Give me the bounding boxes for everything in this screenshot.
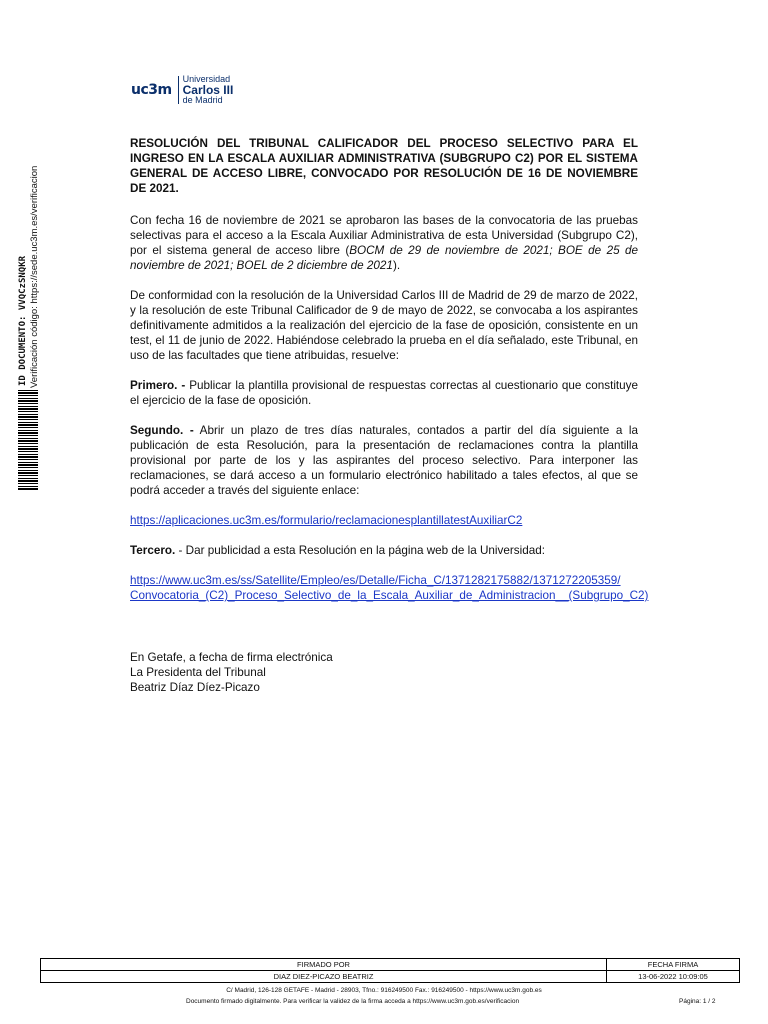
document-id: ID DOCUMENTO: VVQCzSNQKR [18, 255, 28, 386]
logo-line-2: Carlos III [182, 83, 234, 97]
primero-label: Primero. - [130, 379, 186, 392]
segundo-text: Abrir un plazo de tres días naturales, contados a partir del día siguiente a la publicación de esta Resolución, para la presentación de reclamaciones contra la plantilla provisional por parte de los y las aspirantes del proceso selectivo. Para interponer las reclamaciones, se dará acceso a un formulario electrónico habilitado a tales efectos, al que se podrá acceder a través del siguiente enlace: [130, 424, 638, 497]
barcode-icon [18, 390, 38, 490]
resolution-tercero [130, 543, 638, 558]
logo-divider [178, 76, 179, 104]
segundo-label: Segundo. - [130, 424, 194, 437]
announcement-link-line-2[interactable]: Convocatoria_(C2)_Proceso_Selectivo_de_la_Escala_Auxiliar_de_Administracion__(Subgrupo_C2) [130, 589, 649, 602]
signature-name: Beatriz Díaz Díez-Picazo [130, 681, 260, 694]
claims-form-link-block [130, 513, 638, 528]
footer-address: C/ Madrid, 126-128 GETAFE - Madrid - 28903, Tfno.: 916249500 Fax.: 916249500 - https://www.uc3m.gob.es [226, 987, 542, 994]
logo-wordmark [183, 75, 234, 105]
logo-line-1: Universidad [182, 74, 231, 84]
document-title: RESOLUCIÓN DEL TRIBUNAL CALIFICADOR DEL PROCESO SELECTIVO PARA EL INGRESO EN LA ESCALA AUXILIAR ADMINISTRATIVA (SUBGRUPO C2) POR EL SISTEMA GENERAL DE ACCESO LIBRE, CONVOCADO POR RESOLUCIÓN DE 16 DE NOVIEMBRE DE 2021. [130, 137, 638, 195]
signed-by-value: DIAZ DIEZ-PICAZO BEATRIZ [41, 971, 607, 983]
signed-by-header: FIRMADO POR [41, 959, 607, 971]
resolution-segundo [130, 423, 638, 498]
signature-block [130, 650, 638, 695]
signature-info-table [40, 958, 740, 983]
tercero-text: - Dar publicidad a esta Resolución en la página web de la Universidad: [175, 544, 545, 557]
footer-verify-note: Documento firmado digitalmente. Para verificar la validez de la firma acceda a https://www.uc3m.gob.es/verificacion [186, 998, 520, 1005]
tercero-label: Tercero. [130, 544, 176, 557]
page-number: Página: 1 / 2 [679, 998, 716, 1005]
verification-margin [18, 160, 40, 492]
verification-url: Verificación código: https://sede.uc3m.es/verificacion [29, 165, 40, 388]
claims-form-link[interactable]: https://aplicaciones.uc3m.es/formulario/reclamacionesplantillatestAuxiliarC2 [130, 514, 523, 527]
paragraph-conformidad: De conformidad con la resolución de la Universidad Carlos III de Madrid de 29 de marzo de 2022, y la resolución de este Tribunal Calificador de 9 de mayo de 2022, se convocaba a los aspirantes definitivamente admitidos a la realización del ejercicio de la fase de oposición, consistente en un test, el 11 de junio de 2022. Habiéndose celebrado la prueba en el día señalado, este Tribunal, en uso de las facultades que tiene atribuidas, resuelve: [130, 289, 638, 362]
announcement-link-block [130, 573, 649, 603]
sign-date-header: FECHA FIRMA [607, 959, 740, 971]
paragraph-bases-end: ). [392, 259, 401, 272]
university-logo [131, 74, 233, 106]
logo-uc3m-mark: uc3m [131, 82, 172, 98]
signature-role: La Presidenta del Tribunal [130, 666, 266, 679]
paragraph-bases-citation: BOCM de 29 de noviembre de 2021; BOE de 25 de noviembre de 2021; BOEL de 2 diciembre de 2021 [130, 244, 638, 272]
resolution-primero [130, 378, 638, 408]
paragraph-bases [130, 213, 638, 273]
logo-line-3: de Madrid [182, 95, 223, 105]
document-body [130, 136, 649, 695]
primero-text: Publicar la plantilla provisional de respuestas correctas al cuestionario que constituye el ejercicio de la fase de oposición. [130, 379, 639, 407]
sign-date-value: 13-06-2022 10:09:05 [607, 971, 740, 983]
signature-place-date: En Getafe, a fecha de firma electrónica [130, 651, 333, 664]
paragraph-bases-text: Con fecha 16 de noviembre de 2021 se aprobaron las bases de la convocatoria de las pruebas selectivas para el acceso a la Escala Auxiliar Administrativa de esta Universidad (Subgrupo C2), por el sistema general de acceso libre ( [130, 214, 638, 257]
announcement-link-line-1[interactable]: https://www.uc3m.es/ss/Satellite/Empleo/es/Detalle/Ficha_C/1371282175882/1371272205359/ [130, 574, 621, 587]
